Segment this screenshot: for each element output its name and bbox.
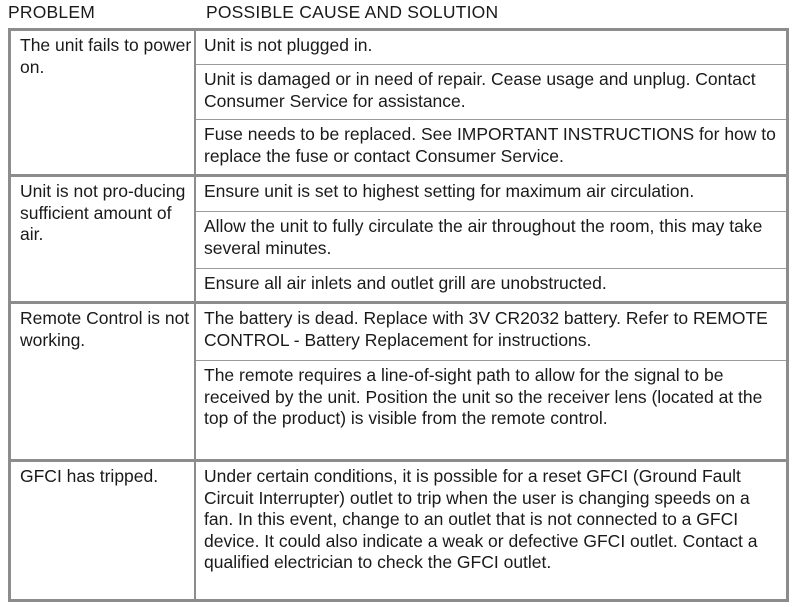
problem-column-header: PROBLEM — [8, 2, 95, 22]
solution-cell: Fuse needs to be replaced. See IMPORTANT INSTRUCTIONS for how to replace the fuse or contact Consumer Service. — [196, 119, 786, 174]
troubleshooting-row — [11, 174, 786, 301]
problem-cell: GFCI has tripped. — [11, 462, 196, 599]
solution-cell: Ensure all air inlets and outlet grill are unobstructed. — [196, 268, 786, 301]
solution-cell: Unit is not plugged in. — [204, 35, 373, 55]
solution-cell: Unit is damaged or in need of repair. Cease usage and unplug. Contact Consumer Service for assistance. — [196, 64, 786, 119]
solution-cell: Allow the unit to fully circulate the air throughout the room, this may take several minutes. — [196, 211, 786, 268]
solution-cell: The battery is dead. Replace with 3V CR2032 battery. Refer to REMOTE CONTROL - Battery Replacement for instructions. — [204, 308, 768, 350]
solution-cell: The remote requires a line-of-sight path to allow for the signal to be received by the unit. Position the unit so the receiver lens (located at the top of the product) is visible from the remote control. — [196, 360, 786, 459]
troubleshooting-row — [11, 459, 786, 599]
troubleshooting-row — [11, 31, 786, 174]
table-header — [0, 0, 806, 24]
solution-column-header: POSSIBLE CAUSE AND SOLUTION — [206, 2, 499, 22]
problem-cell: Unit is not pro-ducing sufficient amount of air. — [11, 177, 196, 301]
troubleshooting-table — [8, 28, 789, 602]
troubleshooting-row — [11, 301, 786, 459]
solution-cell: Under certain conditions, it is possible for a reset GFCI (Ground Fault Circuit Interrupter) outlet to trip when the user is changing speeds on a fan. In this event, change to an outlet that is not connected to a GFCI device. It could also indicate a weak or defective GFCI outlet. Contact a qualified electrician to check the GFCI outlet. — [204, 466, 758, 572]
solution-cell: Ensure unit is set to highest setting for maximum air circulation. — [204, 181, 695, 201]
problem-cell: Remote Control is not working. — [11, 304, 196, 459]
problem-cell: The unit fails to power on. — [11, 31, 196, 174]
